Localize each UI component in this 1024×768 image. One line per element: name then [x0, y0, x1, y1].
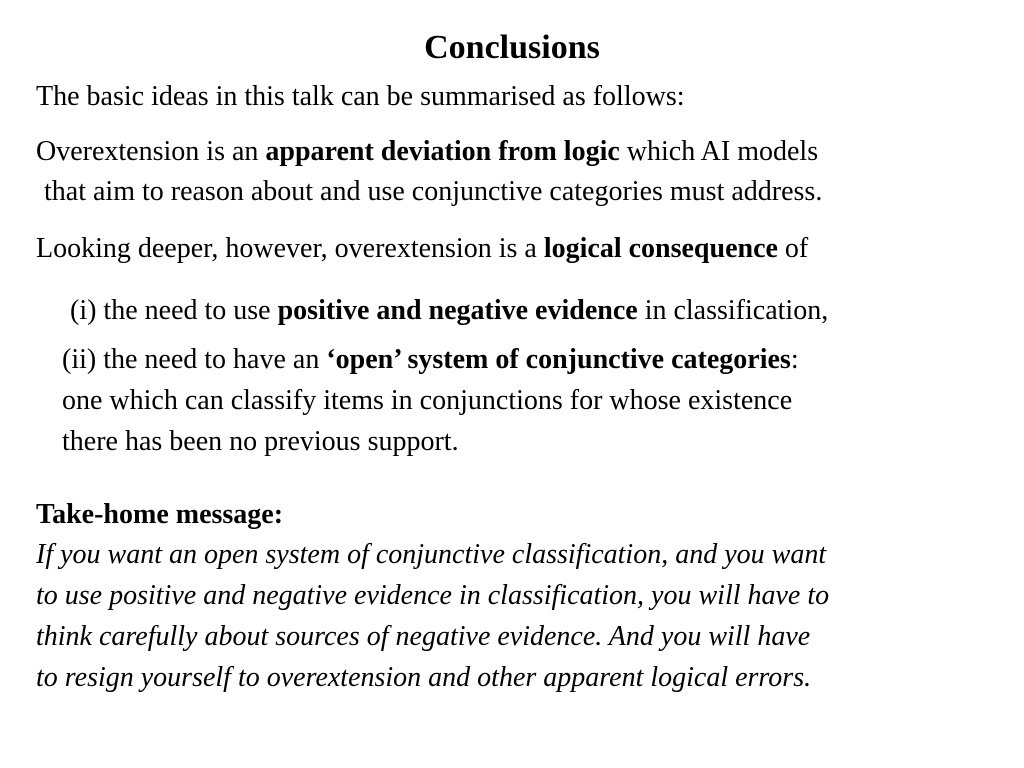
list-item-2-pre: (ii) the need to have an [62, 344, 327, 375]
list-item-2-line-3: there has been no previous support. [62, 426, 459, 457]
paragraph-2-emphasis: logical consequence [543, 233, 778, 264]
paragraph-1-line-1 [36, 135, 818, 169]
list-item-2-emphasis: ‘open’ system of conjunctive categories [326, 344, 791, 375]
intro-text: The basic ideas in this talk can be summarised as follows: [36, 81, 685, 112]
paragraph-2 [36, 232, 808, 266]
list-item-2-line-1 [62, 343, 799, 377]
list-item-1-post: in classification, [637, 295, 829, 326]
list-item-1 [70, 294, 828, 328]
takehome-heading: Take-home message: [36, 499, 284, 530]
list-item-1-pre: (i) the need to use [70, 295, 278, 326]
takehome-line: think carefully about sources of negative evidence. And you will have [36, 621, 811, 652]
list-item-2-post: : [790, 344, 799, 375]
takehome-line: to resign yourself to overextension and other apparent logical errors. [36, 662, 812, 693]
paragraph-1-emphasis: apparent deviation from logic [265, 136, 620, 167]
list-item-2-line-2: one which can classify items in conjunctions for whose existence [62, 385, 793, 416]
paragraph-1-line-2: that aim to reason about and use conjunctive categories must address. [44, 176, 823, 207]
list-item-1-emphasis: positive and negative evidence [277, 295, 638, 326]
paragraph-1-pre: Overextension is an [36, 136, 266, 167]
slide-title: Conclusions [424, 29, 600, 66]
takehome-line: to use positive and negative evidence in classification, you will have to [36, 580, 830, 611]
paragraph-1-post: which AI models [619, 136, 819, 167]
paragraph-2-post: of [777, 233, 809, 264]
takehome-line: If you want an open system of conjunctive classification, and you want [36, 539, 827, 570]
paragraph-2-pre: Looking deeper, however, overextension is a [36, 233, 544, 264]
